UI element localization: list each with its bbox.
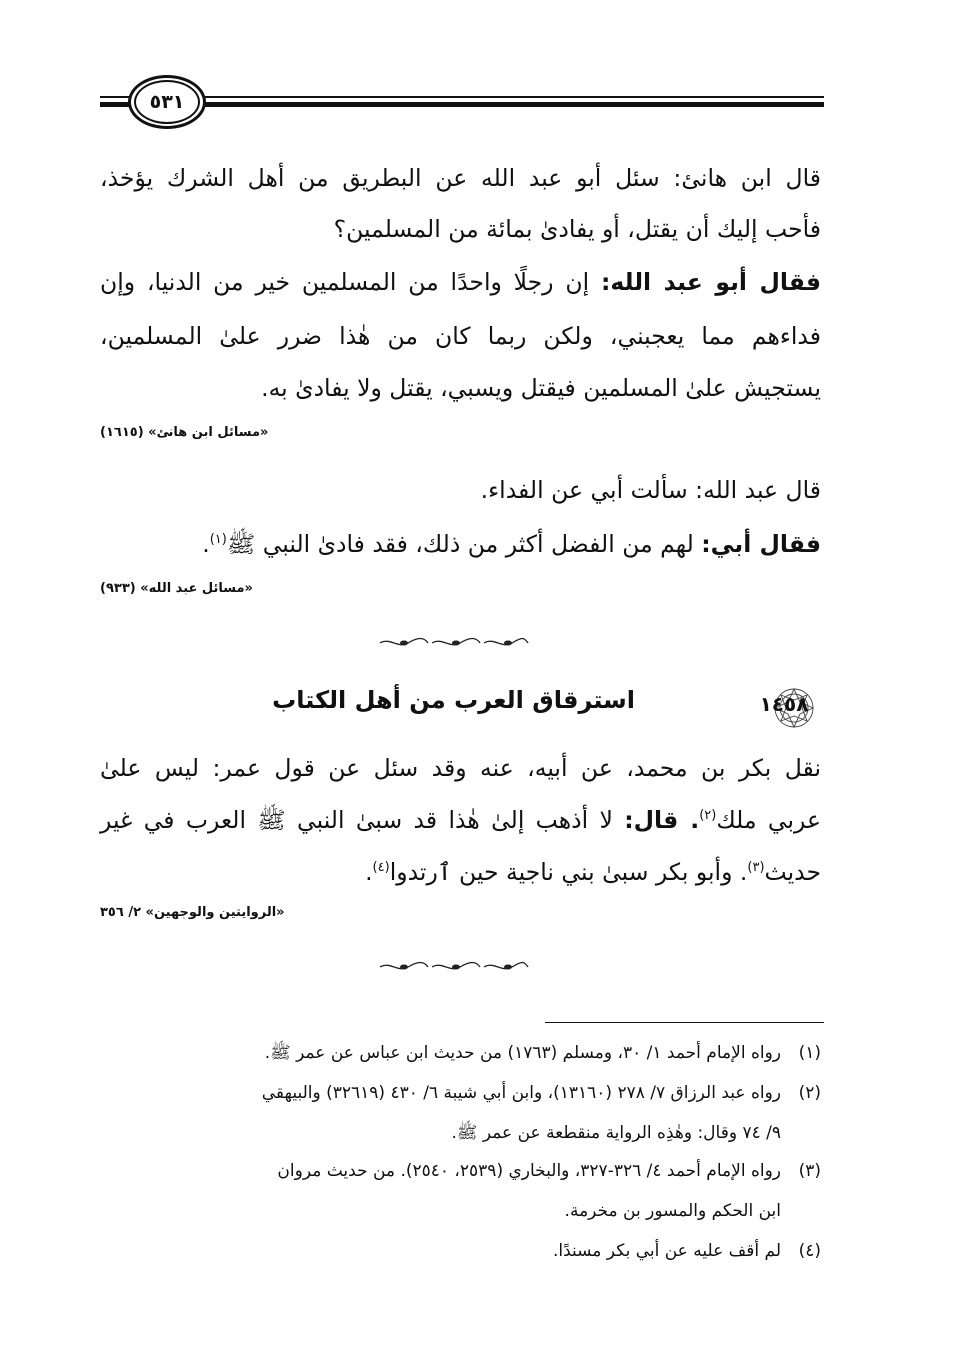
paragraph-line bbox=[100, 266, 821, 298]
footnote-number: (٤) bbox=[798, 1241, 821, 1261]
paragraph-text: . bbox=[202, 530, 210, 558]
page-number-badge bbox=[128, 75, 206, 129]
footnote-number: (٢) bbox=[798, 1083, 821, 1103]
ornament-divider bbox=[376, 636, 532, 650]
paragraph-line: يستجيش علىٰ المسلمين فيقتل ويسبي، يقتل ولا يفادىٰ به. bbox=[261, 374, 821, 402]
speaker-label: فقال أبي: bbox=[701, 530, 821, 558]
footnote-line: رواه الإمام أحمد ١/ ٣٠، ومسلم (١٧٦٣) من حديث ابن عباس عن عمر ﷺ. bbox=[264, 1043, 781, 1063]
section-number-badge bbox=[744, 686, 824, 730]
ornament-divider-icon bbox=[376, 636, 532, 650]
paragraph-text: . وأبو بكر سبىٰ بني ناجية حين ٱرتدوا bbox=[389, 858, 748, 886]
paragraph-line: قال ابن هانئ: سئل أبو عبد الله عن البطريق من أهل الشرك يؤخذ، bbox=[100, 164, 821, 192]
source-citation: «مسائل عبد الله» (٩٣٣) bbox=[100, 581, 253, 596]
source-citation: «مسائل ابن هانئ» (١٦١٥) bbox=[100, 425, 269, 440]
header-rule bbox=[100, 96, 824, 110]
section-title: استرقاق العرب من أهل الكتاب bbox=[272, 686, 635, 714]
paragraph-text: حديث bbox=[764, 858, 821, 886]
ornament-divider-icon bbox=[376, 960, 532, 974]
paragraph-text: عربي ملك bbox=[716, 806, 821, 834]
footnote-line: رواه عبد الرزاق ٧/ ٢٧٨ (١٣١٦٠)، وابن أبي شيبة ٦/ ٤٣٠ (٣٢٦١٩) والبيهقي bbox=[261, 1083, 781, 1103]
header-rule-thin bbox=[100, 96, 824, 98]
footnote-separator bbox=[545, 1022, 824, 1023]
page-number: ٥٣١ bbox=[134, 80, 200, 124]
footnote-line: ابن الحكم والمسور بن مخرمة. bbox=[564, 1201, 781, 1221]
paragraph-line: فداءهم مما يعجبني، ولكن ربما كان من هٰذا ضرر علىٰ المسلمين، bbox=[100, 322, 821, 350]
footnote-ref: (١) bbox=[209, 532, 227, 548]
paragraph-text: لهم من الفضل أكثر من ذلك، فقد فادىٰ النبي ﷺ bbox=[226, 530, 702, 558]
paragraph-line bbox=[365, 856, 821, 888]
paragraph-line bbox=[100, 804, 821, 836]
footnote-ref: (٤) bbox=[372, 860, 390, 876]
header-rule-thick bbox=[100, 102, 824, 107]
footnote-line: ٩/ ٧٤ وقال: وهٰذِه الرواية منقطعة عن عمر ﷺ. bbox=[451, 1123, 781, 1143]
paragraph-line bbox=[202, 528, 821, 560]
footnote-number: (٣) bbox=[798, 1161, 821, 1181]
paragraph-text: لا أذهب إلىٰ هٰذا قد سبىٰ النبي ﷺ العرب في غير bbox=[100, 806, 625, 834]
paragraph-text: . bbox=[365, 858, 373, 886]
footnote-ref: (٢) bbox=[699, 808, 717, 824]
footnote-line: لم أقف عليه عن أبي بكر مسندًا. bbox=[552, 1241, 781, 1261]
section-number: ١٤٥٨ bbox=[759, 692, 809, 716]
paragraph-line: نقل بكر بن محمد، عن أبيه، عنه وقد سئل عن قول عمر: ليس علىٰ bbox=[100, 754, 821, 782]
footnote-ref: (٣) bbox=[747, 860, 765, 876]
footnote-line: رواه الإمام أحمد ٤/ ٣٢٦-٣٢٧، والبخاري (٢٥٣٩، ٢٥٤٠). من حديث مروان bbox=[277, 1161, 781, 1181]
footnote-number: (١) bbox=[798, 1043, 821, 1063]
speaker-label: فقال أبو عبد الله: bbox=[600, 268, 822, 296]
paragraph-text: إن رجلًا واحدًا من المسلمين خير من الدنيا، وإن bbox=[100, 268, 601, 296]
paragraph-line: قال عبد الله: سألت أبي عن الفداء. bbox=[480, 476, 821, 504]
speaker-label: . قال: bbox=[624, 806, 700, 834]
paragraph-line: فأحب إليك أن يقتل، أو يفادىٰ بمائة من المسلمين؟ bbox=[333, 215, 821, 243]
source-citation: «الروايتين والوجهين» ٢/ ٣٥٦ bbox=[100, 905, 285, 920]
ornament-divider bbox=[376, 960, 532, 974]
